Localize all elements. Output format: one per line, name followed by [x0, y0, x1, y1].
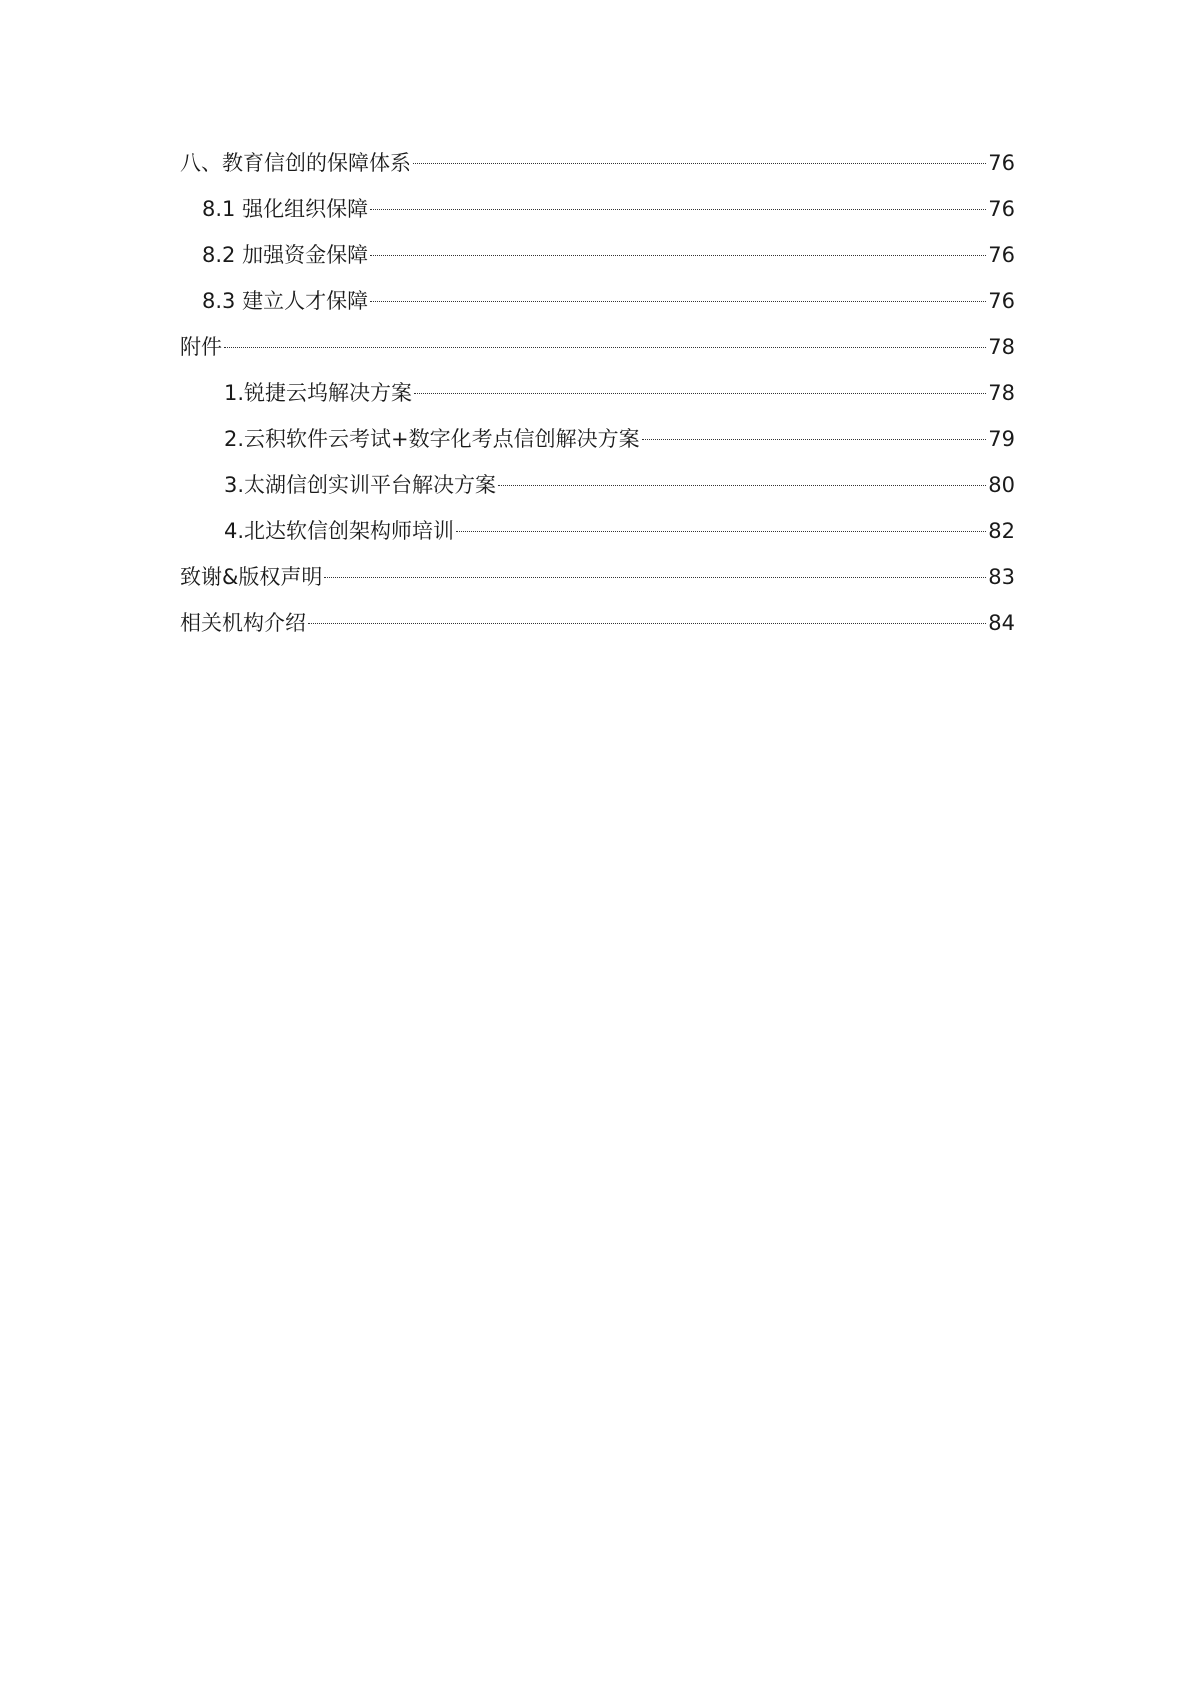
- toc-entry-label: 八、教育信创的保障体系: [180, 151, 411, 175]
- dot-leader: [498, 485, 986, 486]
- toc-entry-acknowledgements[interactable]: [180, 554, 1015, 600]
- toc-entry-institutions[interactable]: [180, 600, 1015, 646]
- toc-entry-label: 附件: [180, 335, 222, 359]
- dot-leader: [370, 255, 986, 256]
- dot-leader: [456, 531, 986, 532]
- toc-entry-page: 84: [988, 611, 1015, 635]
- toc-entry-label: 8.2 加强资金保障: [202, 243, 369, 267]
- dot-leader: [370, 301, 986, 302]
- toc-entry-page: 83: [988, 565, 1015, 589]
- dot-leader: [642, 439, 987, 440]
- toc-entry-8-3[interactable]: [180, 278, 1015, 324]
- toc-entry-page: 80: [988, 473, 1015, 497]
- toc-entry-label: 相关机构介绍: [180, 611, 306, 635]
- toc-entry-page: 76: [988, 289, 1015, 313]
- toc-entry-label: 致谢&版权声明: [180, 565, 323, 589]
- toc-entry-appendix[interactable]: [180, 324, 1015, 370]
- toc-entry-label: 3.太湖信创实训平台解决方案: [224, 473, 497, 497]
- toc-entry-8-2[interactable]: [180, 232, 1015, 278]
- toc-entry-label: 8.1 强化组织保障: [202, 197, 369, 221]
- table-of-contents: [180, 140, 1015, 646]
- toc-entry-page: 76: [988, 151, 1015, 175]
- toc-entry-page: 78: [988, 335, 1015, 359]
- toc-entry-page: 79: [988, 427, 1015, 451]
- toc-entry-label: 8.3 建立人才保障: [202, 289, 369, 313]
- toc-entry-appendix-4[interactable]: [180, 508, 1015, 554]
- toc-entry-page: 76: [988, 243, 1015, 267]
- toc-entry-label: 1.锐捷云坞解决方案: [224, 381, 413, 405]
- dot-leader: [324, 577, 986, 578]
- toc-entry-page: 78: [988, 381, 1015, 405]
- toc-entry-appendix-2[interactable]: [180, 416, 1015, 462]
- toc-entry-page: 82: [988, 519, 1015, 543]
- dot-leader: [370, 209, 986, 210]
- dot-leader: [308, 623, 986, 624]
- dot-leader: [224, 347, 986, 348]
- toc-entry-appendix-1[interactable]: [180, 370, 1015, 416]
- dot-leader: [414, 393, 986, 394]
- toc-entry-page: 76: [988, 197, 1015, 221]
- toc-entry-chapter-8[interactable]: [180, 140, 1015, 186]
- toc-entry-appendix-3[interactable]: [180, 462, 1015, 508]
- dot-leader: [413, 163, 986, 164]
- toc-entry-label: 2.云积软件云考试+数字化考点信创解决方案: [224, 427, 640, 451]
- toc-entry-label: 4.北达软信创架构师培训: [224, 519, 455, 543]
- toc-entry-8-1[interactable]: [180, 186, 1015, 232]
